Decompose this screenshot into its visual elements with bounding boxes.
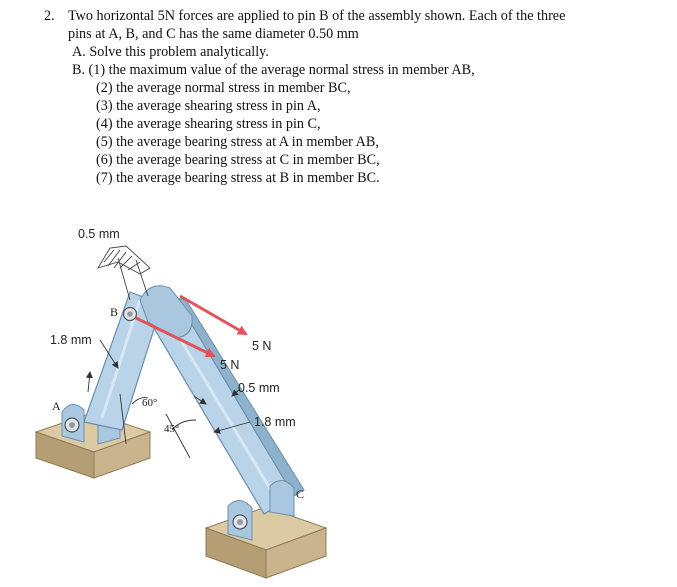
point-b-label: B	[110, 305, 119, 319]
part-a: A. Solve this problem analytically.	[72, 44, 269, 60]
problem-line-1: Two horizontal 5N forces are applied to pin B of the assembly shown. Each of the three	[68, 8, 566, 24]
dim-ab-width-label: 1.8 mm	[50, 333, 92, 347]
angle-bc-label: 45°	[164, 423, 180, 435]
force-left-label: 5 N	[220, 358, 240, 372]
part-b-item: (5) the average bearing stress at A in member AB,	[96, 134, 379, 150]
support-base-c	[206, 507, 326, 578]
problem-number: 2.	[44, 8, 55, 24]
part-b-item: (3) the average shearing stress in pin A,	[96, 98, 321, 114]
part-b-item: (7) the average bearing stress at B in member BC.	[96, 170, 380, 186]
point-a-label: A	[52, 399, 61, 413]
thickness-sketch	[98, 246, 150, 300]
angle-ab-label: 60°	[142, 397, 158, 409]
dim-top-label: 0.5 mm	[78, 227, 120, 241]
problem-line-2: pins at A, B, and C has the same diameter 0.50 mm	[68, 26, 359, 42]
assembly-figure	[0, 200, 677, 587]
force-right-label: 5 N	[252, 339, 272, 353]
dim-bc-width-label: 1.8 mm	[254, 415, 296, 429]
point-c-label: C	[296, 487, 305, 501]
dim-bc-thickness-label: 0.5 mm	[238, 381, 280, 395]
part-b-item: (4) the average shearing stress in pin C,	[96, 116, 321, 132]
part-b-item: (6) the average bearing stress at C in member BC,	[96, 152, 380, 168]
part-b-intro: B. (1) the maximum value of the average normal stress in member AB,	[72, 62, 475, 78]
part-b-item: (2) the average normal stress in member BC,	[96, 80, 351, 96]
